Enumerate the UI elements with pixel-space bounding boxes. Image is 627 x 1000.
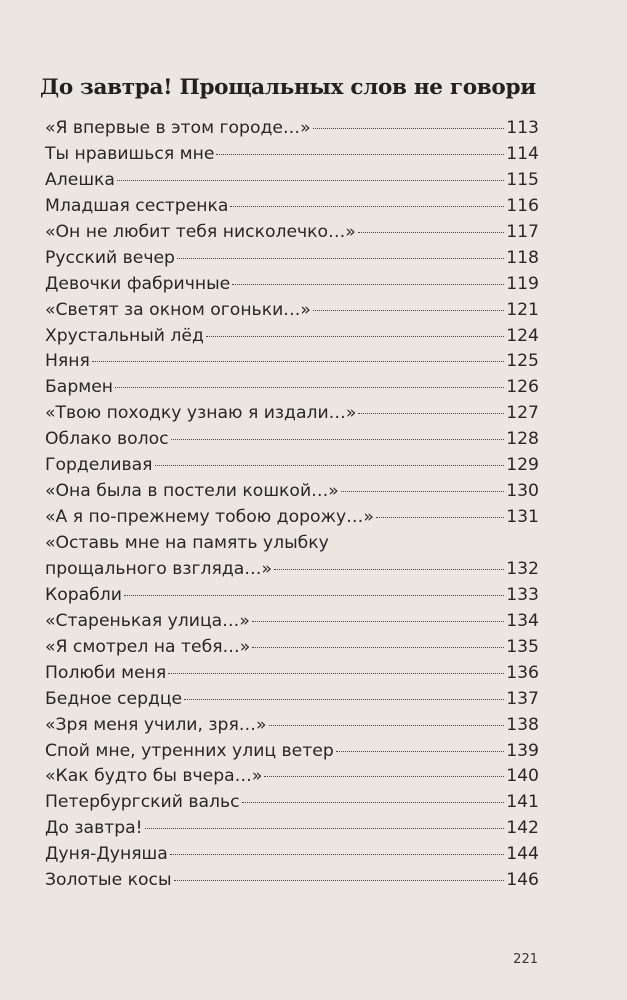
toc-entry-title: «Я смотрел на тебя…»	[45, 636, 251, 657]
toc-entry-page: 140	[506, 766, 539, 787]
toc-entry-page: 129	[506, 455, 539, 476]
toc-entry-title: «Зря меня учили, зря…»	[45, 714, 267, 735]
toc-entry-page: 124	[506, 325, 539, 346]
table-of-contents	[45, 116, 539, 894]
section-title: До завтра! Прощальных слов не говори	[40, 75, 536, 100]
toc-entry-page: 139	[506, 740, 539, 761]
toc-entry	[45, 635, 539, 661]
toc-entry-title: Облако волос	[45, 429, 169, 450]
toc-entry-title: Корабли	[45, 584, 122, 605]
dot-leader	[92, 361, 504, 362]
toc-entry	[45, 220, 539, 246]
toc-entry	[45, 401, 539, 427]
dot-leader	[376, 517, 504, 518]
toc-entry-page: 119	[506, 273, 539, 294]
toc-entry	[45, 609, 539, 635]
toc-entry	[45, 324, 539, 350]
dot-leader	[177, 258, 504, 259]
toc-entry-page: 131	[506, 507, 539, 528]
dot-leader	[232, 284, 504, 285]
toc-entry-page: 133	[506, 584, 539, 605]
toc-entry-page: 135	[506, 636, 539, 657]
toc-entry-page: 146	[506, 870, 539, 891]
toc-entry-title: Ты нравишься мне	[45, 143, 215, 164]
toc-entry-title: Спой мне, утренних улиц ветер	[45, 740, 334, 761]
toc-entry-title: Алешка	[45, 169, 115, 190]
toc-entry-title: Няня	[45, 351, 90, 372]
toc-entry-title: «Она была в постели кошкой…»	[45, 481, 339, 502]
dot-leader	[117, 180, 504, 181]
toc-entry-page: 121	[506, 299, 539, 320]
toc-entry-page: 116	[506, 195, 539, 216]
toc-entry-title: Золотые косы	[45, 870, 172, 891]
toc-entry-page: 114	[506, 143, 539, 164]
toc-entry-page: 115	[506, 169, 539, 190]
dot-leader	[171, 439, 505, 440]
dot-leader	[269, 725, 505, 726]
toc-entry	[45, 842, 539, 868]
toc-entry	[45, 142, 539, 168]
dot-leader	[264, 776, 504, 777]
dot-leader	[313, 128, 505, 129]
dot-leader	[184, 699, 504, 700]
toc-entry-page: 113	[506, 118, 539, 138]
toc-entry	[45, 349, 539, 375]
toc-entry-page: 126	[506, 377, 539, 398]
toc-entry-title: «А я по-прежнему тобою дорожу…»	[45, 507, 374, 528]
dot-leader	[274, 569, 504, 570]
toc-entry-page: 142	[506, 818, 539, 839]
toc-entry-title: Горделивая	[45, 455, 153, 476]
toc-entry-page: 134	[506, 610, 539, 631]
toc-entry	[45, 790, 539, 816]
toc-entry-page: 138	[506, 714, 539, 735]
toc-entry-title: «Твою походку узнаю я издали…»	[45, 403, 357, 424]
dot-leader	[358, 413, 504, 414]
toc-entry-title: «Старенькая улица…»	[45, 610, 250, 631]
toc-entry	[45, 661, 539, 687]
dot-leader	[115, 387, 504, 388]
toc-entry-page: 125	[506, 351, 539, 372]
dot-leader	[155, 465, 505, 466]
dot-leader	[168, 673, 504, 674]
toc-entry	[45, 298, 539, 324]
toc-entry-title: До завтра!	[45, 818, 143, 839]
toc-entry-page: 130	[506, 481, 539, 502]
toc-entry	[45, 272, 539, 298]
toc-entry-page: 128	[506, 429, 539, 450]
toc-entry	[45, 687, 539, 713]
dot-leader	[252, 647, 504, 648]
toc-entry-page: 127	[506, 403, 539, 424]
toc-entry	[45, 375, 539, 401]
dot-leader	[313, 310, 504, 311]
toc-entry-title: Петербургский вальс	[45, 792, 240, 813]
dot-leader	[174, 880, 505, 881]
toc-entry-page: 136	[506, 662, 539, 683]
toc-entry	[45, 531, 539, 583]
toc-entry	[45, 868, 539, 894]
toc-entry	[45, 713, 539, 739]
toc-entry-title: «Как будто бы вчера…»	[45, 766, 263, 787]
toc-entry	[45, 194, 539, 220]
dot-leader	[252, 621, 504, 622]
dot-leader	[216, 154, 504, 155]
toc-entry	[45, 583, 539, 609]
toc-entry	[45, 816, 539, 842]
toc-entry-title: Младшая сестренка	[45, 195, 229, 216]
toc-entry-page: 137	[506, 688, 539, 709]
dot-leader	[206, 336, 504, 337]
toc-entry	[45, 246, 539, 272]
dot-leader	[170, 854, 504, 855]
toc-entry-title: «Он не любит тебя нисколечко…»	[45, 221, 356, 242]
toc-entry-page: 141	[506, 792, 539, 813]
dot-leader	[341, 491, 504, 492]
toc-entry-title: Дуня-Дуняша	[45, 844, 168, 865]
toc-entry	[45, 116, 539, 142]
toc-entry-title: «Светят за окном огоньки…»	[45, 299, 311, 320]
dot-leader	[145, 828, 505, 829]
toc-entry-title: Бедное сердце	[45, 688, 183, 709]
dot-leader	[124, 595, 504, 596]
toc-entry	[45, 505, 539, 531]
dot-leader	[358, 232, 504, 233]
dot-leader	[336, 751, 504, 752]
toc-entry-page: 117	[506, 221, 539, 242]
toc-entry-title: Хрустальный лёд	[45, 325, 204, 346]
toc-entry	[45, 168, 539, 194]
dot-leader	[230, 206, 504, 207]
toc-entry-title-line1: «Оставь мне на память улыбку	[45, 533, 329, 553]
page-number: 221	[513, 952, 538, 967]
dot-leader	[242, 802, 505, 803]
toc-entry-title: Полюби меня	[45, 662, 167, 683]
toc-entry-title-line2: прощального взгляда…»	[45, 558, 273, 579]
toc-entry-title: Бармен	[45, 377, 114, 398]
toc-entry-title: Русский вечер	[45, 247, 175, 268]
toc-entry	[45, 453, 539, 479]
toc-entry-page: 118	[506, 247, 539, 268]
toc-entry	[45, 479, 539, 505]
toc-entry-title: Девочки фабричные	[45, 273, 231, 294]
toc-entry-title: «Я впервые в этом городе…»	[45, 118, 311, 138]
toc-entry	[45, 739, 539, 765]
toc-entry	[45, 764, 539, 790]
toc-entry-page: 132	[506, 558, 539, 579]
toc-entry	[45, 427, 539, 453]
toc-entry-page: 144	[506, 844, 539, 865]
